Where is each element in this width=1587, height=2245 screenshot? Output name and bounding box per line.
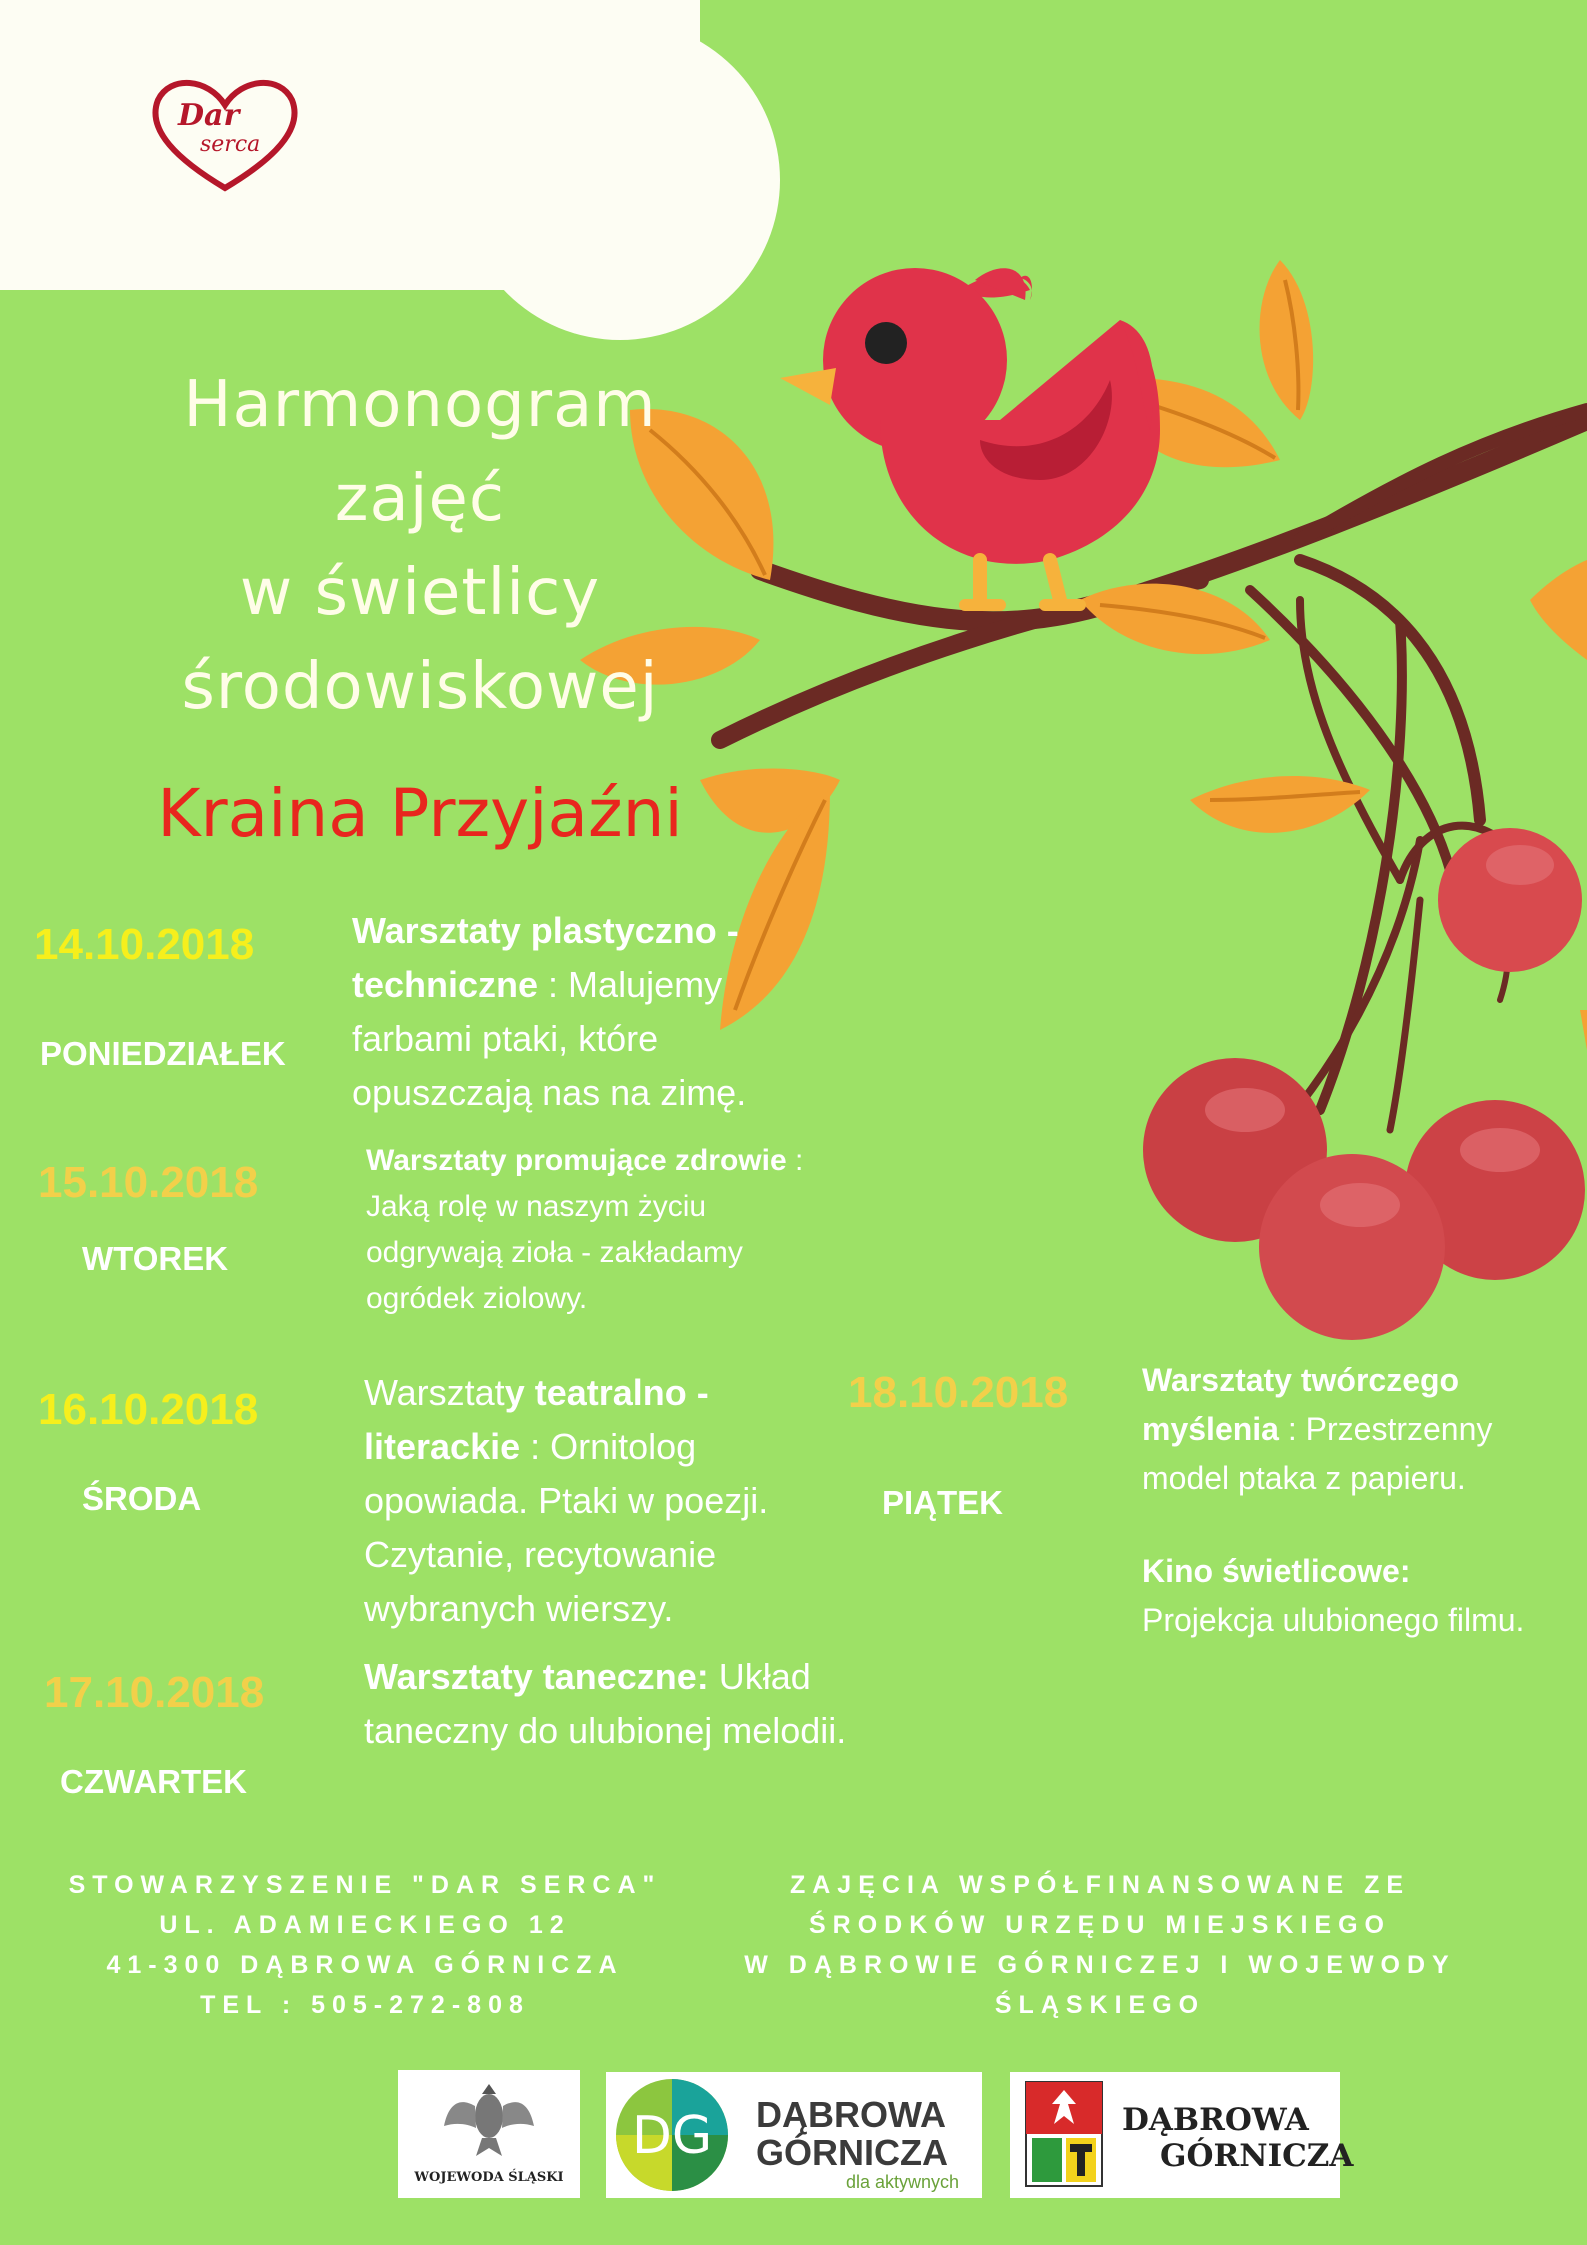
footer-right-line: W DĄBROWIE GÓRNICZEJ I WOJEWODY	[744, 1951, 1456, 1979]
footer-right-line: ZAJĘCIA WSPÓŁFINANSOWANE ZE	[789, 1871, 1411, 1899]
page-title	[60, 358, 780, 734]
coat-of-arms-icon	[1024, 2080, 1104, 2190]
activity-monday	[352, 904, 772, 1120]
date-wednesday: 16.10.2018	[38, 1385, 259, 1434]
day-friday: PIĄTEK	[882, 1484, 1004, 1521]
dg-circle-icon	[612, 2075, 732, 2195]
wojewoda-slaski-logo	[398, 2070, 580, 2198]
day-monday: PONIEDZIAŁEK	[40, 1035, 286, 1072]
red-bird	[780, 268, 1160, 605]
activity-title: y teatralno - literackie	[364, 1372, 709, 1467]
dg-line-2: GÓRNICZA	[756, 2132, 948, 2173]
title-line-2: zajęć	[334, 462, 506, 536]
dg-line-1: DĄBROWA	[756, 2094, 946, 2135]
logo-text-serca: serca	[200, 132, 261, 157]
berries	[1143, 828, 1585, 1340]
day-tuesday: WTOREK	[82, 1240, 229, 1277]
footer-right-line: ŚRODKÓW URZĘDU MIEJSKIEGO	[809, 1911, 1391, 1939]
dar-serca-logo	[138, 70, 313, 200]
footer-left-line: UL. ADAMIECKIEGO 12	[159, 1911, 571, 1939]
funding-note	[735, 1865, 1465, 2025]
activity-text: Układ taneczny do ulubionej melodii.	[364, 1656, 847, 1751]
title-line-4: środowiskowej	[181, 650, 659, 724]
activity-tuesday	[366, 1138, 846, 1322]
activity-title: Warsztaty twórczego myślenia	[1142, 1362, 1460, 1447]
title-line-3: w świetlicy	[239, 556, 601, 630]
eagle-emblem-icon	[398, 2076, 580, 2166]
activity-text: : Malujemy farbami ptaki, które opuszczają nas na zimę.	[352, 964, 747, 1113]
footer-left-line: STOWARZYSZENIE "DAR SERCA"	[68, 1871, 662, 1899]
activity-wednesday	[364, 1366, 824, 1636]
activity-title: Warsztaty plastyczno - techniczne	[352, 910, 739, 1005]
footer-right-line: ŚLĄSKIEGO	[994, 1991, 1206, 2019]
day-thursday: CZWARTEK	[60, 1763, 247, 1800]
dabrowa-gornicza-active-logo	[606, 2072, 982, 2198]
activity-friday	[1142, 1356, 1582, 1645]
activity-text: : Przestrzenny model ptaka z papieru.	[1142, 1411, 1493, 1496]
page-subtitle: Kraina Przyjaźni	[157, 775, 683, 852]
dg-tagline: dla aktywnych	[846, 2172, 960, 2192]
footer-left-line: TEL : 505-272-808	[200, 1991, 530, 2019]
date-thursday: 17.10.2018	[44, 1668, 265, 1717]
svg-text:DG: DG	[631, 2106, 713, 2166]
wojewoda-label: WOJEWODA ŚLĄSKI	[414, 2170, 564, 2185]
activity-title-2: Kino świetlicowe:	[1142, 1553, 1411, 1589]
city-line-1: DĄBROWA	[1122, 2102, 1309, 2138]
association-address	[40, 1865, 690, 2025]
title-line-1: Harmonogram	[183, 368, 657, 442]
date-tuesday: 15.10.2018	[38, 1158, 259, 1207]
city-coat-of-arms-logo	[1010, 2072, 1354, 2198]
activity-thursday	[364, 1650, 854, 1758]
activity-text: : Jaką rolę w naszym życiu odgrywają zioła - zakładamy ogródek ziolowy.	[366, 1144, 804, 1315]
activity-title: Warsztaty promujące zdrowie	[366, 1144, 787, 1177]
day-wednesday: ŚRODA	[82, 1480, 202, 1517]
cloud-shape	[0, 0, 780, 340]
tree-branch	[720, 410, 1587, 1150]
logo-text-dar: Dar	[178, 98, 240, 133]
date-friday: 18.10.2018	[848, 1368, 1069, 1417]
city-line-2: GÓRNICZA	[1160, 2138, 1354, 2174]
activity-title: Warsztaty taneczne:	[364, 1656, 709, 1697]
date-monday: 14.10.2018	[34, 920, 255, 969]
activity-text-2: Projekcja ulubionego filmu.	[1142, 1602, 1525, 1638]
activity-prefix: Warsztat	[364, 1372, 505, 1413]
activity-text: : Ornitolog opowiada. Ptaki w poezji. Czytanie, recytowanie wybranych wierszy.	[364, 1426, 769, 1629]
footer-left-line: 41-300 DĄBROWA GÓRNICZA	[106, 1951, 624, 1979]
